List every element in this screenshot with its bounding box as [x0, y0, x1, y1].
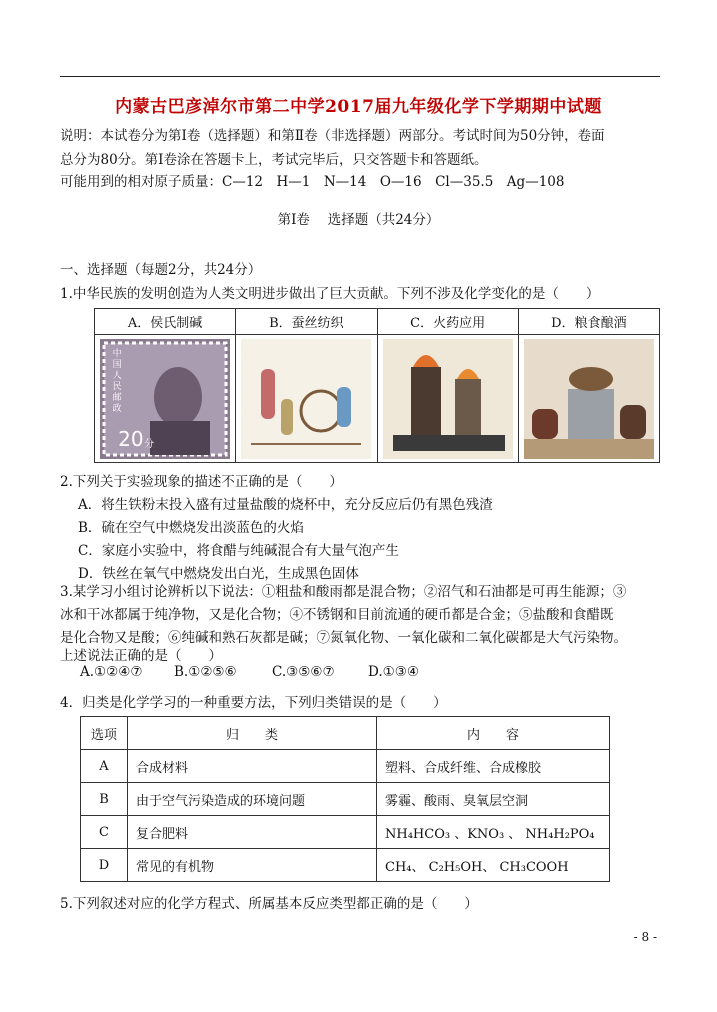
q1-option-d: D．粮食酿酒	[518, 309, 659, 335]
brewing-image	[524, 339, 654, 459]
furnace-scene-icon	[383, 339, 513, 459]
stamp-image	[100, 339, 230, 459]
q4-row-c-option: C	[81, 816, 128, 849]
q1-stem: 1.中华民族的发明创造为人类文明进步做出了巨大贡献。下列不涉及化学变化的是（ ）	[60, 286, 600, 302]
section-title: 第Ⅰ卷 选择题（共24分）	[277, 212, 440, 228]
brewing-scene-icon	[524, 339, 654, 459]
q4-row-a-content: 塑料、合成纤维、合成橡胶	[377, 750, 610, 783]
table-row	[81, 783, 610, 816]
q5-stem: 5.下列叙述对应的化学方程式、所属基本反应类型都正确的是（ ）	[60, 896, 478, 912]
q3-option-a: A.①②④⑦	[80, 664, 143, 680]
q4-row-d-option: D	[81, 849, 128, 882]
q3-option-d: D.①③④	[368, 664, 419, 680]
q4-header-option: 选项	[81, 717, 128, 750]
q1-cell-gunpowder	[377, 335, 518, 463]
table-row	[81, 816, 610, 849]
q2-option-d: D．铁丝在氧气中燃烧发出白光，生成黑色固体	[78, 566, 359, 582]
atomic-mass-line: 可能用到的相对原子质量：C—12 H—1 N—14 O—16 Cl—35.5 Ag—108	[60, 174, 565, 190]
page-number: - 8 -	[633, 930, 657, 944]
q2-option-a: A．将生铁粉末投入盛有过量盐酸的烧杯中，充分反应后仍有黑色残渣	[78, 497, 493, 513]
q4-row-d-category: 常见的有机物	[128, 849, 377, 882]
q1-cell-brewing	[518, 335, 659, 463]
gunpowder-image	[383, 339, 513, 459]
q2-option-b: B．硫在空气中燃烧发出淡蓝色的火焰	[78, 520, 304, 536]
q4-stem: 4．归类是化学学习的一种重要方法，下列归类错误的是（ ）	[60, 695, 447, 711]
q4-row-c-content: NH₄HCO₃ 、KNO₃ 、 NH₄H₂PO₄	[377, 816, 610, 849]
q4-header-category: 归 类	[128, 717, 377, 750]
q4-row-b-option: B	[81, 783, 128, 816]
q4-row-a-category: 合成材料	[128, 750, 377, 783]
q1-option-c: C．火药应用	[377, 309, 518, 335]
q2-stem: 2.下列关于实验现象的描述不正确的是（ ）	[60, 474, 343, 490]
instruction-line-1: 说明：本试卷分为第Ⅰ卷（选择题）和第Ⅱ卷（非选择题）两部分。考试时间为50分钟，卷面	[60, 128, 605, 144]
q1-cell-silk	[236, 335, 377, 463]
q4-row-b-content: 雾霾、酸雨、臭氧层空洞	[377, 783, 610, 816]
weaving-scene-icon	[241, 339, 371, 459]
q3-line-3: 是化合物又是酸；⑥纯碱和熟石灰都是碱；⑦氮氧化物、一氧化碳和二氧化碳都是大气污染物。	[60, 630, 627, 646]
q3-option-b: B.①②⑤⑥	[174, 664, 237, 680]
q1-options-table	[94, 308, 660, 463]
q3-line-2: 冰和干冰都属于纯净物，又是化合物；④不锈钢和目前流通的硬币都是合金；⑤盐酸和食醋既	[60, 607, 614, 623]
stamp-denomination: 20	[118, 426, 144, 451]
part-heading: 一、选择题（每题2分，共24分）	[60, 262, 262, 278]
stamp-country: 中国人民邮政	[112, 348, 122, 414]
q4-row-d-content: CH₄、 C₂H₅OH、 CH₃COOH	[377, 849, 610, 882]
q3-line-1: 3.某学习小组讨论辨析以下说法：①粗盐和酸雨都是混合物；②沼气和石油都是可再生能源；③	[60, 584, 627, 600]
silk-weaving-image	[241, 339, 371, 459]
header-rule	[60, 76, 660, 77]
instruction-line-2: 总分为80分。第Ⅰ卷涂在答题卡上，考试完毕后，只交答题卡和答题纸。	[60, 152, 488, 168]
q4-row-b-category: 由于空气污染造成的环境问题	[128, 783, 377, 816]
q4-row-a-option: A	[81, 750, 128, 783]
stamp-unit: 分	[144, 438, 155, 450]
q2-option-c: C．家庭小实验中，将食醋与纯碱混合有大量气泡产生	[78, 543, 399, 559]
q1-option-a: A．侯氏制碱	[95, 309, 236, 335]
q1-option-b: B．蚕丝纺织	[236, 309, 377, 335]
q4-classification-table	[80, 716, 610, 882]
q3-option-c: C.③⑤⑥⑦	[272, 664, 335, 680]
q4-header-content: 内 容	[377, 717, 610, 750]
table-row	[81, 750, 610, 783]
table-row	[81, 849, 610, 882]
page-title: 内蒙古巴彦淖尔市第二中学2017届九年级化学下学期期中试题	[115, 97, 602, 117]
q3-line-4: 上述说法正确的是（ ）	[60, 648, 222, 664]
q4-row-c-category: 复合肥料	[128, 816, 377, 849]
q1-cell-stamp	[95, 335, 236, 463]
